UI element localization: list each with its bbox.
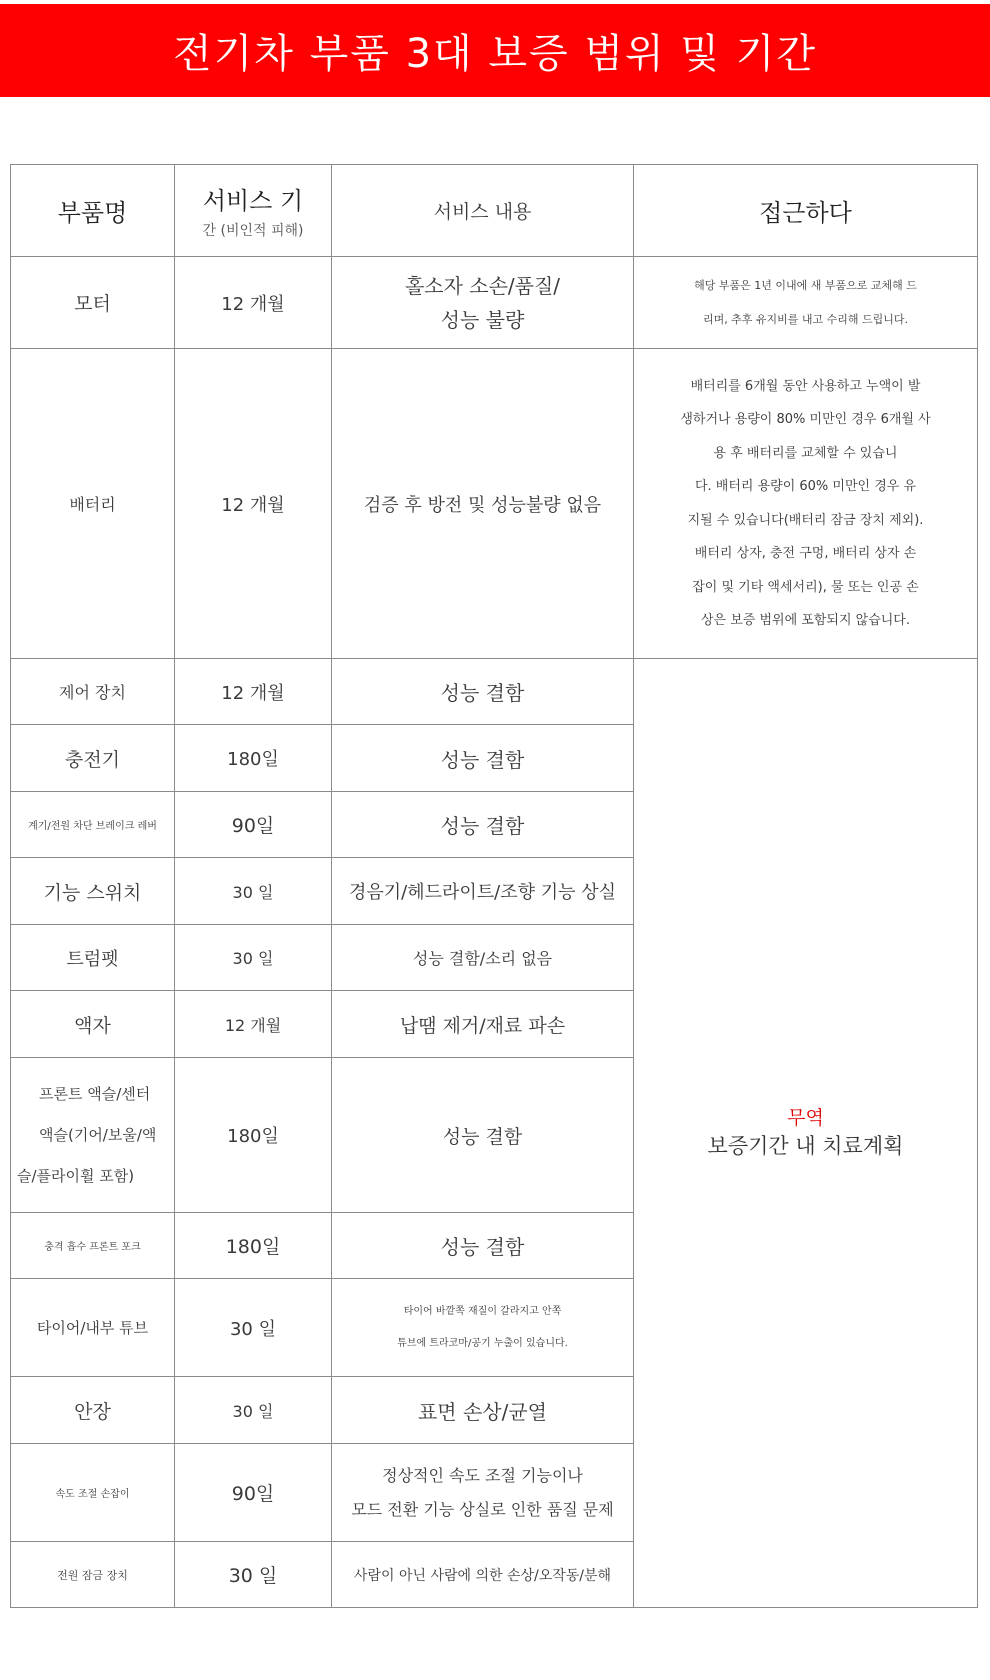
period: 90일 bbox=[175, 1444, 332, 1542]
period: 180일 bbox=[175, 1213, 332, 1279]
part-name: 전원 잠금 장치 bbox=[11, 1542, 175, 1608]
page-title: 전기차 부품 3대 보증 범위 및 기간 bbox=[172, 31, 818, 77]
period: 30 일 bbox=[175, 1279, 332, 1377]
period: 30 일 bbox=[175, 858, 332, 925]
service-content: 정상적인 속도 조절 기능이나 모드 전환 기능 상실로 인한 품질 문제 bbox=[332, 1444, 634, 1542]
period: 30 일 bbox=[175, 1377, 332, 1444]
service-content: 경음기/헤드라이트/조향 기능 상실 bbox=[332, 858, 634, 925]
part-name: 액자 bbox=[11, 991, 175, 1058]
service-content: 성능 결함 bbox=[332, 725, 634, 792]
period: 12 개월 bbox=[175, 349, 332, 659]
table-header-row bbox=[11, 165, 978, 257]
service-content: 성능 결함 bbox=[332, 792, 634, 858]
title-banner bbox=[0, 4, 990, 97]
part-name: 충격 흡수 프론트 포크 bbox=[11, 1213, 175, 1279]
approach-note: 배터리를 6개월 동안 사용하고 누액이 발 생하거나 용량이 80% 미만인 경우 6개월 사 용 후 배터리를 교체할 수 있습니 다. 배터리 용량이 60% 미만인 경우 유 지될 수 있습니다(배터리 잠금 장치 제외). 배터리 상자, 충전 구멍, 배터리 상자 손 잡이 및 기타 액세서리), 물 또는 인공 손 상은 보증 범위에 포함되지 않습니다. bbox=[634, 349, 978, 659]
approach-note: 해당 부품은 1년 이내에 새 부품으로 교체해 드 리며, 추후 유지비를 내고 수리해 드립니다. bbox=[634, 257, 978, 349]
service-content: 성능 결함 bbox=[332, 1058, 634, 1213]
part-name: 계기/전원 차단 브레이크 레버 bbox=[11, 792, 175, 858]
free-warranty-cell bbox=[634, 659, 978, 1608]
free-label: 무역 bbox=[787, 1107, 824, 1129]
service-content: 검증 후 방전 및 성능불량 없음 bbox=[332, 349, 634, 659]
period: 12 개월 bbox=[175, 659, 332, 725]
service-content: 성능 결함/소리 없음 bbox=[332, 925, 634, 991]
part-name: 배터리 bbox=[11, 349, 175, 659]
period: 12 개월 bbox=[175, 257, 332, 349]
period: 180일 bbox=[175, 1058, 332, 1213]
table-row bbox=[11, 257, 978, 349]
part-name: 모터 bbox=[11, 257, 175, 349]
part-name: 충전기 bbox=[11, 725, 175, 792]
period: 12 개월 bbox=[175, 991, 332, 1058]
service-content: 사람이 아닌 사람에 의한 손상/오작동/분해 bbox=[332, 1542, 634, 1608]
period: 30 일 bbox=[175, 925, 332, 991]
warranty-table bbox=[10, 164, 978, 1608]
part-name: 타이어/내부 튜브 bbox=[11, 1279, 175, 1377]
header-part: 부품명 bbox=[11, 165, 175, 257]
service-content: 성능 결함 bbox=[332, 659, 634, 725]
part-name: 속도 조절 손잡이 bbox=[11, 1444, 175, 1542]
service-content: 표면 손상/균열 bbox=[332, 1377, 634, 1444]
part-name: 기능 스위치 bbox=[11, 858, 175, 925]
part-name: 안장 bbox=[11, 1377, 175, 1444]
header-approach: 접근하다 bbox=[634, 165, 978, 257]
header-period: 서비스 기 간 (비인적 피해) bbox=[175, 165, 332, 257]
service-content: 홀소자 소손/품질/ 성능 불량 bbox=[332, 257, 634, 349]
period: 180일 bbox=[175, 725, 332, 792]
part-name: 프론트 액슬/센터 액슬(기어/보울/액 슬/플라이휠 포함) bbox=[11, 1058, 175, 1213]
free-desc: 보증기간 내 치료계획 bbox=[707, 1133, 904, 1158]
period: 90일 bbox=[175, 792, 332, 858]
table-row bbox=[11, 349, 978, 659]
part-name: 트럼펫 bbox=[11, 925, 175, 991]
part-name: 제어 장치 bbox=[11, 659, 175, 725]
service-content: 납땜 제거/재료 파손 bbox=[332, 991, 634, 1058]
period: 30 일 bbox=[175, 1542, 332, 1608]
service-content: 타이어 바깥쪽 재질이 갈라지고 안쪽 튜브에 트라코마/공기 누출이 있습니다. bbox=[332, 1279, 634, 1377]
header-content: 서비스 내용 bbox=[332, 165, 634, 257]
service-content: 성능 결함 bbox=[332, 1213, 634, 1279]
table-row bbox=[11, 659, 978, 725]
